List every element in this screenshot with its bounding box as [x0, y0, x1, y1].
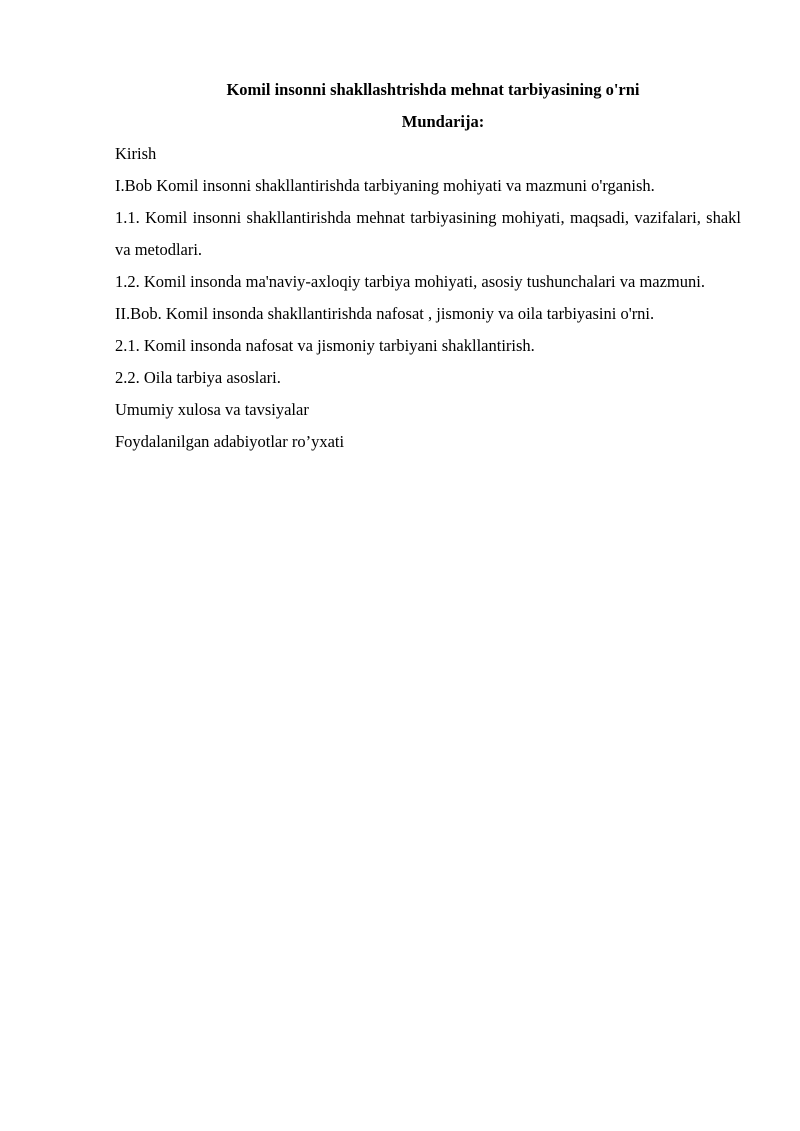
- toc-heading: Mundarija:: [401, 112, 485, 131]
- table-of-contents: [115, 138, 741, 458]
- toc-item-introduction: Kirish: [115, 144, 157, 163]
- toc-item-section-2-2: 2.2. Oila tarbiya asoslari.: [115, 368, 281, 387]
- toc-item-section-1-2: 1.2. Komil insonda ma'naviy-axloqiy tarbiya mohiyati, asosiy tushunchalari va mazmuni.: [115, 272, 705, 291]
- toc-item-chapter-1: I.Bob Komil insonni shakllantirishda tarbiyaning mohiyati va mazmuni o'rganish.: [115, 176, 655, 195]
- toc-item-conclusion: Umumiy xulosa va tavsiyalar: [115, 400, 309, 419]
- document-title: Komil insonni shakllashtrishda mehnat tarbiyasining o'rni: [226, 80, 640, 99]
- toc-item-references: Foydalanilgan adabiyotlar ro’yxati: [115, 432, 345, 451]
- page-content: [115, 74, 741, 458]
- toc-item-section-1-1: 1.1. Komil insonni shakllantirishda mehnat tarbiyasining mohiyati, maqsadi, vazifalari, shakl va metodlari.: [115, 208, 741, 259]
- toc-item-section-2-1: 2.1. Komil insonda nafosat va jismoniy tarbiyani shakllantirish.: [115, 336, 535, 355]
- toc-item-chapter-2: II.Bob. Komil insonda shakllantirishda nafosat , jismoniy va oila tarbiyasini o'rni.: [115, 304, 655, 323]
